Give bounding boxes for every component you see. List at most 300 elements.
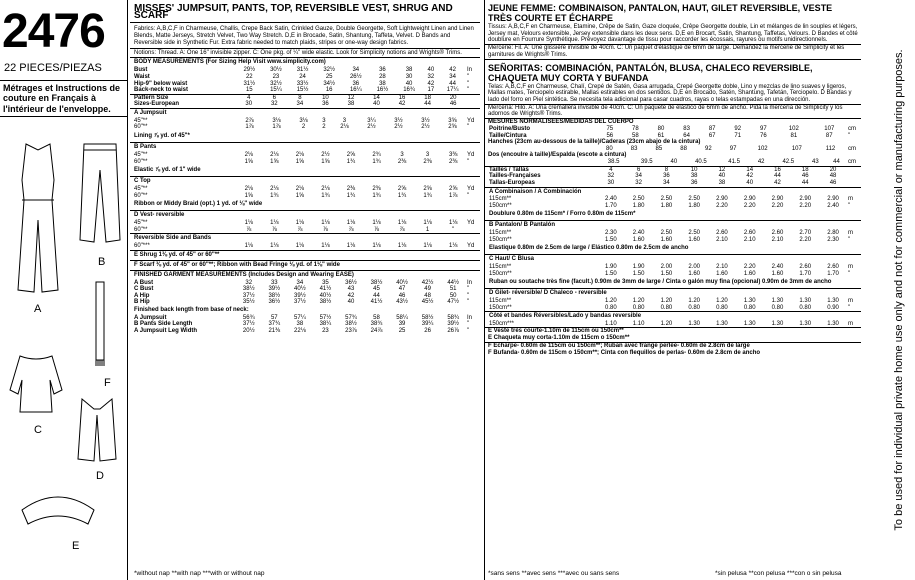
cell-value: 32: [607, 173, 615, 180]
cell-value: 38½: [242, 286, 255, 293]
cell-value: 2.40: [632, 230, 645, 237]
cell-value: 1.20: [660, 297, 673, 304]
cell-value: 2.50: [660, 230, 673, 237]
cell-value: 34: [296, 279, 304, 286]
cell-value: 40½: [396, 279, 408, 286]
cell-value: 23: [272, 73, 280, 80]
yardage-view-title: Côté et bandes Réversibles/Lado y bandas reversible: [489, 313, 642, 320]
cell-value: 2.40: [771, 264, 784, 271]
unit-cell: cm: [848, 125, 856, 132]
cell-value: 46: [398, 292, 406, 299]
cell-value: 67: [708, 132, 716, 139]
cell-value: 80: [657, 125, 665, 132]
cell-value: 57¼: [294, 314, 306, 321]
table-row: [485, 173, 861, 180]
cell-value: 32: [635, 179, 642, 186]
cell-value: 2⅝: [423, 186, 432, 192]
cell-value: 16: [398, 94, 406, 101]
cell-value: 1⅞: [449, 192, 458, 199]
cell-value: 34: [296, 101, 304, 108]
cell-value: 1.50: [605, 236, 617, 243]
cell-value: 97: [729, 145, 737, 152]
table-row: [485, 298, 861, 305]
cell-value: 3⅛: [299, 117, 308, 124]
cell-value: 2.20: [799, 236, 812, 243]
cell-value: 49: [424, 286, 431, 293]
cell-value: 1.50: [605, 270, 617, 277]
cell-value: 17: [427, 87, 435, 94]
cell-value: 2.10: [771, 236, 784, 243]
cell-value: 2.90: [771, 196, 784, 203]
row-label: A Jumpsuit: [134, 314, 167, 321]
unit-cell: Yd: [467, 220, 475, 227]
cell-value: 1.80: [688, 202, 701, 209]
cell-value: 39¼: [421, 321, 434, 328]
cell-value: 57¾: [345, 314, 357, 321]
english-title: MISSES' JUMPSUIT, PANTS, TOP, REVERSIBLE VEST, SHRUG AND SCARF: [130, 0, 480, 23]
table-row: [485, 133, 861, 140]
cell-value: 1⅛: [397, 243, 407, 250]
table-row: [485, 126, 861, 133]
mercerie-text: Mercerie: Fil. A: Une glissière invisible de 40cm. C: Un paquet d'élastique de 6mm de large. Demandez la mercerie de Simplicity et les garnitures de Wrights® Trims.: [488, 45, 845, 58]
cell-value: 36: [379, 67, 386, 74]
row-label: 150cm**: [489, 270, 512, 277]
cell-value: 57: [270, 314, 278, 321]
scarf-yardage: F Scarf ⅜ yd. of 45" or 60"**; Ribbon with Bead Fringe ⅛ yd. of 1⅛" wide: [134, 261, 340, 268]
cell-value: 20: [829, 166, 837, 173]
cell-value: 2½: [421, 124, 430, 131]
table-row: [130, 87, 480, 94]
cell-value: 3: [400, 151, 404, 158]
cell-value: 39½: [294, 292, 306, 299]
table-row: [130, 193, 480, 200]
unit-cell: [847, 180, 861, 187]
finished-length-table: [130, 315, 480, 335]
pattern-size-table: [130, 95, 480, 108]
cell-value: 2⅛: [321, 186, 330, 192]
cell-value: 16¾: [403, 87, 415, 94]
row-label: [485, 146, 597, 153]
cell-value: 3½: [421, 117, 430, 124]
cell-value: 83: [630, 145, 638, 152]
cell-value: 14: [746, 166, 754, 173]
yardage-table: [485, 196, 861, 209]
yardage-table: [130, 118, 480, 131]
cell-value: 40½: [319, 292, 332, 299]
cell-value: 28: [379, 73, 386, 80]
cell-value: 2⅛: [270, 186, 279, 192]
cell-value: 1⅛: [321, 220, 330, 227]
table-row: [130, 186, 480, 193]
cell-value: 1⅛: [372, 220, 381, 227]
cell-value: 36½: [345, 279, 357, 286]
metrage-section: [485, 188, 861, 328]
row-label: Pattern Size: [134, 94, 169, 101]
english-section: [130, 0, 480, 580]
yardage-table: [485, 230, 861, 243]
cell-value: 14: [373, 94, 380, 101]
table-row: [485, 167, 861, 174]
unit-cell: m: [848, 297, 853, 304]
view-d-label: D: [96, 470, 104, 482]
cell-value: 2⅞: [245, 117, 254, 124]
cell-value: 1.50: [660, 270, 673, 277]
cell-value: 32½: [270, 80, 282, 87]
fabrics-text: Fabrics: A,B,C,F in Charmeuse, Challis, Crepe Back Satin, Crinkled Gauze, Double Georgette, Soft Lightweight Linen and Linen Blends, Matte Jerseys, Stretch Velvet, Two Way Stretch. D,E in Brocade, Satin, Shantung, Taffeta, Velvet. D Bands and Reversible side in Synthetic Fur. Extra fabric needed to match plaids, stripes or one-way design fabrics.: [134, 25, 474, 46]
cell-value: 36: [690, 179, 698, 186]
cell-value: 0.80: [716, 304, 728, 311]
cell-value: 23⅞: [345, 327, 357, 334]
mesures-table: [485, 126, 861, 139]
cell-value: 10: [690, 166, 698, 173]
cell-value: 1.90: [632, 264, 645, 271]
cell-value: 1.50: [632, 270, 645, 277]
french-title: JEUNE FEMME: COMBINAISON, PANTALON, HAUT, GILET REVERSIBLE, VESTE TRÈS COURTE ET ÉCHARPE: [488, 3, 833, 23]
table-row: [485, 305, 861, 312]
table-row: [130, 243, 480, 250]
cell-value: 2.60: [743, 230, 756, 237]
yardage-table: [485, 298, 861, 311]
cell-value: 1.30: [716, 320, 728, 327]
table-row: [130, 152, 480, 159]
yardage-view-title: C Top: [134, 178, 151, 185]
cell-value: 44: [424, 101, 431, 108]
cell-value: 2.40: [605, 196, 617, 203]
yardage-note: Ribbon or Middy Braid (opt.) 1 yd. of ⅛" wide: [134, 201, 263, 208]
cell-value: 2.90: [743, 196, 756, 203]
yardage-view-title: B Pantalon/ B Pantalón: [489, 222, 556, 229]
row-label: A Jumpsuit Leg Width: [134, 327, 198, 334]
cell-value: 1⅛: [270, 220, 279, 227]
dos-row: [485, 159, 861, 166]
cell-value: 48: [829, 173, 837, 180]
row-label: 115cm**: [489, 297, 512, 304]
cell-value: 1.60: [771, 270, 784, 277]
unit-cell: cm: [848, 159, 856, 166]
view-a-jumpsuit-drawing: [8, 140, 68, 300]
cell-value: 36: [352, 80, 360, 87]
cell-value: 30: [607, 179, 615, 186]
cell-value: 26⅞: [447, 327, 460, 334]
cell-value: 3¼: [367, 117, 376, 124]
table-row: [485, 321, 861, 328]
cell-value: 32: [245, 279, 253, 286]
cell-value: 1.60: [660, 236, 673, 243]
cell-value: 4: [247, 94, 251, 101]
yardage-note: Elastique 0.80m de 2.5cm de large / Elástico 0.80m de 2.5cm de ancho: [489, 245, 689, 252]
cell-value: 3⅜: [449, 151, 458, 158]
cell-value: 1.30: [771, 320, 784, 327]
cell-value: 2⅝: [397, 186, 407, 192]
cell-value: 26: [424, 327, 431, 334]
cell-value: 44: [449, 80, 456, 87]
cell-value: 3⅝: [448, 117, 457, 124]
cell-value: 39½: [447, 321, 460, 328]
cell-value: 81: [790, 132, 798, 139]
yardage-view-title: A Combinaison / A Combinación: [489, 188, 582, 195]
cell-value: 38: [347, 101, 355, 108]
table-row: [130, 74, 480, 81]
row-label: 150cm***: [489, 320, 515, 327]
row-label: 115cm**: [489, 230, 512, 237]
cell-value: 23: [322, 327, 329, 334]
table-row: [130, 220, 480, 227]
cell-value: 2.60: [827, 264, 839, 271]
body-measurements-header: BODY MEASUREMENTS (For Sizing Help Visit www.simplicity.com): [134, 59, 326, 66]
row-label: Bust: [134, 67, 148, 74]
table-row: [485, 264, 861, 271]
cell-value: ⅞: [322, 226, 328, 233]
table-row: [130, 299, 480, 306]
cell-value: 2.20: [716, 202, 728, 209]
cell-value: 0.80: [771, 304, 784, 311]
cell-value: 80: [606, 145, 613, 152]
cell-value: 16: [325, 87, 333, 94]
cell-value: 30: [245, 101, 253, 108]
view-b-pants-drawing: [76, 140, 124, 250]
cell-value: 76: [760, 132, 767, 139]
yardage-table: [130, 243, 480, 250]
cell-value: 2.20: [743, 202, 756, 209]
cell-value: 42: [757, 159, 765, 166]
cell-value: 34: [352, 67, 360, 74]
disclaimer-text: To be used for individual private home use only and not for commercial or manufacturing purposes.: [893, 49, 905, 531]
cell-value: 3½: [394, 117, 403, 124]
cell-value: 1.30: [827, 320, 839, 327]
cell-value: 18: [801, 166, 809, 173]
cell-value: 92: [734, 125, 742, 132]
cell-value: 1.30: [743, 320, 756, 327]
cell-value: 2.00: [688, 264, 701, 271]
spanish-footer: *sin pelusa **con pelusa ***con o sin pelusa: [715, 570, 842, 578]
cell-value: 16: [774, 166, 781, 173]
cell-value: 1¾: [423, 192, 432, 199]
cell-value: 58: [373, 314, 380, 321]
cell-value: 1.60: [743, 270, 756, 277]
row-label: Taille/Cintura: [489, 132, 527, 139]
cell-value: 36½: [268, 299, 281, 306]
unit-cell: ": [467, 299, 470, 306]
tailles-table: [485, 167, 861, 187]
cell-value: 2.00: [660, 264, 673, 271]
row-label: Sizes-European: [134, 101, 180, 108]
cell-value: 42: [398, 101, 406, 108]
row-label: 60"**: [134, 124, 148, 131]
cell-value: 16¼: [349, 87, 362, 94]
view-c-label: C: [34, 424, 42, 436]
cell-value: 1⅛: [321, 243, 330, 250]
cell-value: 2.50: [660, 196, 673, 203]
cell-value: 1⅛: [449, 243, 458, 250]
cell-value: 44: [373, 292, 380, 299]
table-row: [130, 321, 480, 328]
cell-value: 42.5: [782, 159, 795, 166]
yardage-view-title: Reversible Side and Bands: [134, 235, 212, 242]
unit-cell: Yd: [467, 243, 475, 250]
finished-measurements-table: [130, 280, 480, 306]
cell-value: 37½: [242, 292, 255, 299]
cell-value: 38½: [345, 321, 357, 328]
cell-value: 40: [405, 80, 413, 87]
yardage-view-title: B Pants: [134, 144, 157, 150]
cell-value: 2.50: [688, 230, 701, 237]
cell-value: 2⅜: [397, 158, 407, 165]
cell-value: 38¼: [319, 321, 332, 328]
cell-value: 2¾: [372, 151, 381, 158]
cell-value: 39.5: [640, 159, 653, 166]
cell-value: 2.50: [688, 196, 701, 203]
cell-value: 26½: [349, 73, 362, 80]
view-c-top-drawing: [6, 350, 66, 420]
cell-value: 34½: [323, 80, 336, 87]
cell-value: 41½: [319, 286, 332, 293]
cell-value: 24: [299, 73, 306, 80]
cell-value: 50: [449, 292, 457, 299]
row-label: [485, 159, 597, 166]
cell-value: 1.20: [716, 297, 728, 304]
view-d-vest-drawing: [72, 395, 122, 465]
cell-value: 1¾: [397, 192, 407, 199]
cell-value: 44: [774, 173, 781, 180]
cell-value: 43½: [396, 299, 408, 306]
table-row: [485, 146, 861, 153]
unit-cell: ": [467, 192, 470, 199]
cell-value: 58¼: [396, 314, 408, 321]
cell-value: 1⅛: [423, 243, 432, 250]
table-row: [130, 95, 480, 102]
cell-value: 1⅛: [423, 220, 432, 227]
unit-cell: ": [467, 80, 470, 87]
row-label: Tailles / Tallas: [489, 166, 529, 173]
yardage-section: [130, 109, 480, 250]
cell-value: 1.30: [688, 320, 701, 327]
cell-value: 1: [425, 226, 430, 233]
unit-cell: [847, 173, 861, 180]
cell-value: 1⅝: [270, 158, 279, 165]
cell-value: 0.90: [827, 304, 839, 311]
unit-cell: In: [467, 67, 473, 74]
cell-value: 1.60: [632, 236, 645, 243]
cell-value: 32: [427, 73, 435, 80]
cell-value: 1.30: [771, 297, 784, 304]
row-label: 45"**: [134, 151, 148, 158]
yardage-view-title: D Vest- reversible: [134, 212, 185, 219]
unit-cell: Yd: [467, 151, 475, 158]
cell-value: 1.60: [688, 270, 701, 277]
cell-value: 21⅜: [268, 327, 281, 334]
table-row: [485, 230, 861, 237]
unit-cell: ": [467, 327, 470, 334]
row-label: 60"**: [134, 192, 148, 199]
echarpe-yardage: F Echarpe- 0.60m de 115cm ou 150cm**; Ruban avec frange perlée- 0.60m de 2.8cm de large: [488, 342, 750, 349]
cell-value: 2½: [394, 124, 403, 131]
cell-value: 2.60: [771, 230, 784, 237]
cell-value: 42½: [421, 279, 434, 286]
cell-value: 2⅜: [346, 186, 356, 192]
yardage-note: Elastic ⅞ yd. of 1" wide: [134, 167, 201, 174]
cell-value: 0.80: [660, 304, 673, 311]
cell-value: 12: [347, 94, 355, 101]
cell-value: 1.70: [827, 270, 839, 277]
row-label: 45"**: [134, 117, 148, 124]
row-label: 150cm**: [489, 202, 512, 209]
table-row: [485, 203, 861, 210]
cell-value: 1.30: [799, 297, 812, 304]
cell-value: 1⅝: [244, 158, 253, 165]
cell-value: 1⅛: [397, 220, 407, 227]
cell-value: 2.90: [799, 196, 812, 203]
merceria-text: Mercería: Hilo. A: Una cremallera invisible de 40cm. C: Un paquete de elástico de 6mm de ancho. Pida la mercería de Simplicity y los adornos de Wrights® Trims.: [488, 104, 843, 118]
cell-value: 2.90: [716, 196, 728, 203]
cell-value: 107: [791, 145, 802, 152]
unit-cell: ": [467, 292, 470, 299]
cell-value: 0.80: [632, 304, 645, 311]
cell-value: 2⅝: [346, 151, 356, 158]
cell-value: 2½: [321, 151, 330, 158]
cell-value: 6: [272, 94, 276, 101]
cell-value: 1¾: [346, 158, 356, 165]
cell-value: ⅞: [297, 226, 303, 233]
telas-text: Telas: A,B,C,F en Charmeuse, Chalí, Crepé de Satén, Gasa arrugada, Crepé Georgette doble, Lino y mezclas de lino suaves y ligeros, Mallas mates, Terciopelo estirable, Mallas estirables en dos sentidos. D,E en Brocado, Satén, Shantung, Tafetán, Terciopelo. D Bandas y lado del forro en Piel sintética. Se necesita tela adicional para casar cuadros, rayas o telas estampadas en una dirección.: [488, 83, 852, 104]
row-label: 115cm**: [489, 264, 512, 271]
chaqueta-yardage: E Chaqueta muy corta-1.10m de 115cm o 150cm**: [488, 335, 630, 342]
cell-value: 1⅝: [295, 192, 305, 199]
cell-value: 1.20: [660, 320, 673, 327]
cell-value: 39: [398, 321, 406, 328]
cell-value: 41.5: [728, 159, 740, 166]
cell-value: 4: [609, 166, 613, 173]
shrug-yardage: E Shrug 1⅜ yd. of 45" or 60"**: [134, 251, 220, 258]
row-label: C Bust: [134, 286, 154, 293]
cell-value: 2.10: [716, 264, 728, 271]
cell-value: 0.80: [688, 304, 701, 311]
cell-value: 44½: [447, 279, 460, 286]
unit-cell: [466, 95, 480, 102]
row-label: 150cm**: [489, 304, 512, 311]
cell-value: 40: [427, 67, 435, 74]
hanches-row: [485, 146, 861, 153]
cell-value: 2.60: [799, 264, 812, 271]
cell-value: 2⅜: [449, 158, 458, 165]
cell-value: 2: [322, 124, 326, 131]
table-row: [485, 159, 861, 166]
unit-cell: Yd: [467, 186, 475, 192]
cell-value: 2⅛: [295, 186, 305, 192]
finished-measurements-header: FINISHED GARMENT MEASUREMENTS (Includes Design and Wearing EASE): [134, 271, 354, 278]
cell-value: 42: [746, 173, 754, 180]
view-b-label: B: [98, 256, 106, 268]
table-row: [130, 124, 480, 131]
veste-yardage: E Veste très courte-1.10m de 115cm ou 150cm**: [488, 328, 624, 335]
left-column: [0, 0, 128, 580]
cell-value: 57½: [319, 314, 332, 321]
cell-value: 34: [449, 73, 456, 80]
row-label: 60"**: [134, 158, 148, 165]
cell-value: 10: [322, 94, 329, 101]
cell-value: 1⅝: [321, 158, 330, 165]
cell-value: 34: [635, 173, 642, 180]
cell-value: 37¾: [268, 321, 281, 328]
cell-value: 2.10: [716, 236, 728, 243]
cell-value: 1⅝: [295, 158, 305, 165]
cell-value: 40: [373, 101, 380, 108]
cell-value: 20½: [242, 327, 255, 334]
cell-value: 38: [379, 80, 386, 87]
cell-value: 1.70: [799, 270, 812, 277]
yardage-table: [130, 220, 480, 233]
unit-cell: In: [467, 314, 473, 321]
cell-value: 34: [663, 179, 670, 186]
